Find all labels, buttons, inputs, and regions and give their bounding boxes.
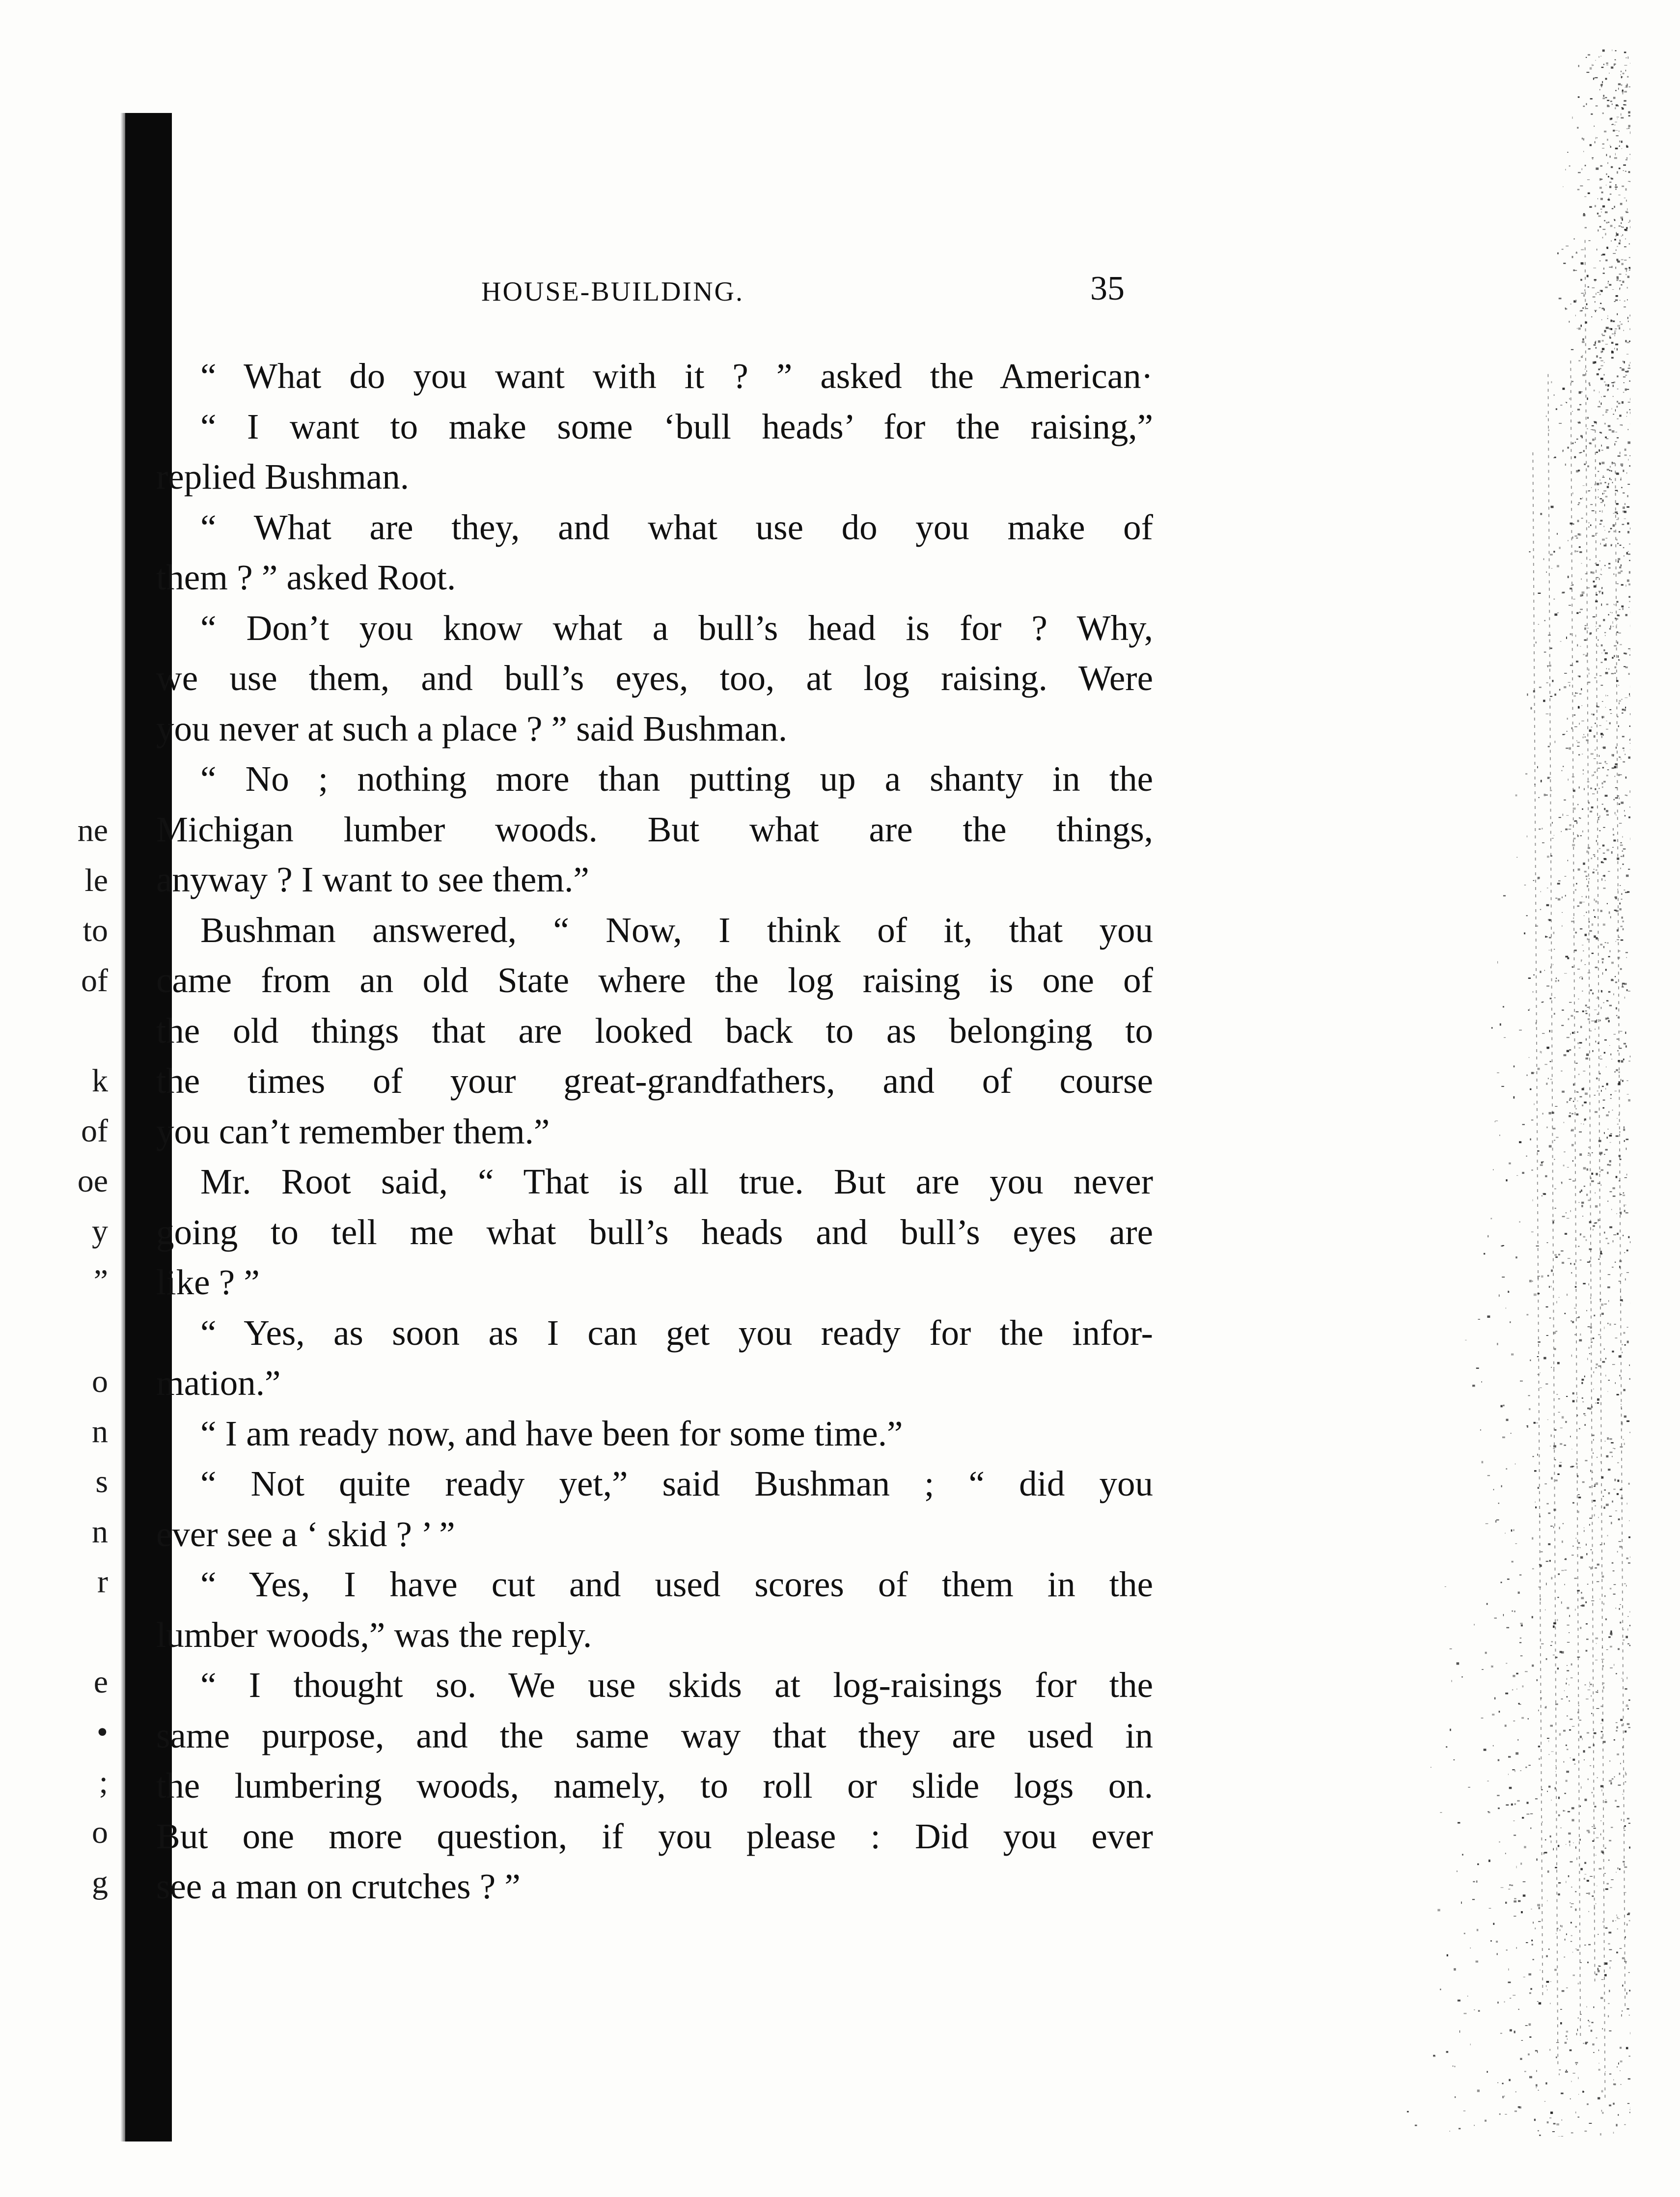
text-line: Mr. Root said, “ That is all true. But are you never [200,1162,1153,1201]
text-line: came from an old State where the log raising is one of [156,960,1153,1000]
text-line: “ What are they, and what use do you make of [200,507,1153,547]
text-line: “ Not quite ready yet,” said Bushman ; “ did you [200,1464,1153,1503]
bleed-fragment: o [92,1814,108,1850]
text-line: you can’t remember them.” [156,1111,550,1151]
running-title: HOUSE-BUILDING. [481,277,744,307]
bleed-fragment: s [95,1464,108,1500]
text-line: going to tell me what bull’s heads and bull’s eyes are [156,1212,1153,1252]
bleed-fragment: ” [93,1263,108,1299]
bleed-fragment: • [96,1714,108,1750]
bleed-fragment: of [81,1113,108,1149]
text-line: “ Don’t you know what a bull’s head is for ? Why, [200,608,1153,648]
text-line: “ I thought so. We use skids at log-raisings for the [200,1665,1153,1705]
text-line: ever see a ‘ skid ? ’ ” [156,1514,455,1554]
bleed-fragment: of [81,963,108,999]
bleed-fragment: o [92,1363,108,1399]
text-line: we use them, and bull’s eyes, too, at log raising. Were [156,658,1153,698]
bleed-fragment: g [92,1864,108,1900]
bleed-fragment: n [92,1514,108,1550]
text-line: “ No ; nothing more than putting up a shanty in the [200,759,1153,799]
text-line: “ I want to make some ‘bull heads’ for the raising,” [200,406,1153,446]
bleed-fragment [20,1006,108,1056]
bleed-fragment [20,1607,108,1657]
scan-margin-noise [1326,49,1630,2137]
bleed-fragment: r [97,1564,108,1600]
text-line: lumber woods,” was the reply. [156,1614,592,1655]
text-line: Bushman answered, “ Now, I think of it, that you [200,910,1153,950]
bleed-fragment: y [92,1213,108,1249]
bleed-fragment: k [92,1063,108,1099]
text-line: the lumbering woods, namely, to roll or slide logs on. [156,1766,1153,1806]
page-number: 35 [1090,270,1125,307]
bleed-fragment: le [84,862,108,898]
bleed-fragment [20,1307,108,1357]
text-line: Michigan lumber woods. But what are the things, [156,809,1153,849]
text-line: mation.” [156,1363,281,1403]
bleed-fragment: n [92,1414,108,1449]
text-line: anyway ? I want to see them.” [156,860,589,899]
text-line: “ I am ready now, and have been for some time.” [200,1413,903,1453]
text-line: “ What do you want with it ? ” asked the American· [200,356,1153,396]
text-line: replied Bushman. [156,457,409,497]
text-line: see a man on crutches ? ” [156,1866,521,1906]
running-header [172,265,1134,319]
body-text [156,351,1153,1912]
text-line: “ Yes, I have cut and used scores of them in the [200,1564,1153,1604]
bleed-fragment: oe [77,1163,108,1199]
text-line: them ? ” asked Root. [156,557,456,597]
text-line: same purpose, and the same way that they are used in [156,1715,1153,1755]
bleed-fragment: ; [99,1764,108,1800]
text-line: “ Yes, as soon as I can get you ready for the infor- [200,1312,1153,1353]
bleed-fragment: ne [77,812,108,848]
text-line: like ? ” [156,1262,260,1302]
text-line: you never at such a place ? ” said Bushman. [156,708,788,749]
facing-page-bleed-through [20,806,108,1908]
bleed-fragment: to [83,913,108,948]
text-line: the old things that are looked back to as belonging to [156,1010,1153,1051]
text-line: the times of your great-grandfathers, and of course [156,1061,1153,1101]
bleed-fragment: e [93,1664,108,1700]
text-line: But one more question, if you please : Did you ever [156,1816,1153,1856]
